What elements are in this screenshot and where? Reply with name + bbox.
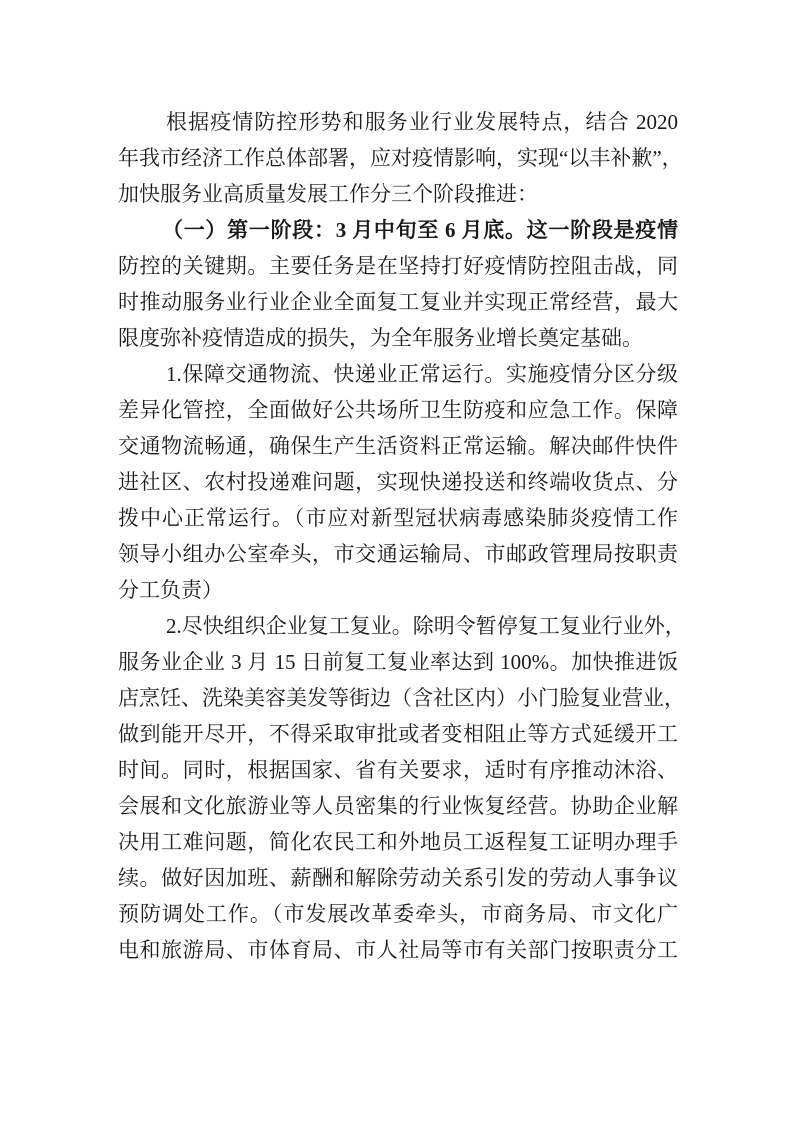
text-line: 领导小组办公室牵头，市交通运输局、市邮政管理局按职责	[118, 542, 678, 566]
text-line: 时间。同时，根据国家、省有关要求，适时有序推动沐浴、	[118, 758, 678, 782]
document-body	[118, 104, 686, 968]
section-heading-line: （一）第一阶段：3 月中旬至 6 月底。这一阶段是疫情	[162, 218, 678, 242]
text-line: 拨中心正常运行。（市应对新型冠状病毒感染肺炎疫情工作	[118, 506, 678, 530]
text-line: 根据疫情防控形势和服务业行业发展特点，结合 2020	[166, 110, 678, 134]
text-line: 时推动服务业行业企业全面复工复业并实现正常经营，最大	[118, 290, 678, 314]
text-line: 进社区、农村投递难问题，实现快递投送和终端收货点、分	[118, 470, 678, 494]
text-line: 会展和文化旅游业等人员密集的行业恢复经营。协助企业解	[118, 794, 678, 818]
text-line: 限度弥补疫情造成的损失，为全年服务业增长奠定基础。	[118, 326, 643, 350]
text-line: 加快服务业高质量发展工作分三个阶段推进：	[118, 182, 538, 206]
text-line: 年我市经济工作总体部署，应对疫情影响，实现“以丰补歉”，	[118, 146, 683, 170]
text-line: 店烹饪、洗染美容美发等街边（含社区内）小门脸复业营业，	[118, 686, 685, 710]
text-line: 做到能开尽开，不得采取审批或者变相阻止等方式延缓开工	[118, 722, 678, 746]
text-line: 2.尽快组织企业复工复业。除明令暂停复工复业行业外，	[166, 614, 686, 638]
text-line: 防控的关键期。主要任务是在坚持打好疫情防控阻击战，同	[118, 254, 678, 278]
text-line: 预防调处工作。（市发展改革委牵头，市商务局、市文化广	[118, 902, 678, 926]
text-line: 续。做好因加班、薪酬和解除劳动关系引发的劳动人事争议	[118, 866, 678, 890]
text-line: 差异化管控，全面做好公共场所卫生防疫和应急工作。保障	[118, 398, 678, 422]
text-line: 决用工难问题，简化农民工和外地员工返程复工证明办理手	[118, 830, 678, 854]
text-line: 电和旅游局、市体育局、市人社局等市有关部门按职责分工	[118, 938, 678, 962]
text-line: 服务业企业 3 月 15 日前复工复业率达到 100%。加快推进饭	[118, 650, 678, 674]
text-line: 分工负责）	[118, 578, 223, 602]
text-line: 1.保障交通物流、快递业正常运行。实施疫情分区分级	[166, 362, 678, 386]
text-line: 交通物流畅通，确保生产生活资料正常运输。解决邮件快件	[118, 434, 678, 458]
